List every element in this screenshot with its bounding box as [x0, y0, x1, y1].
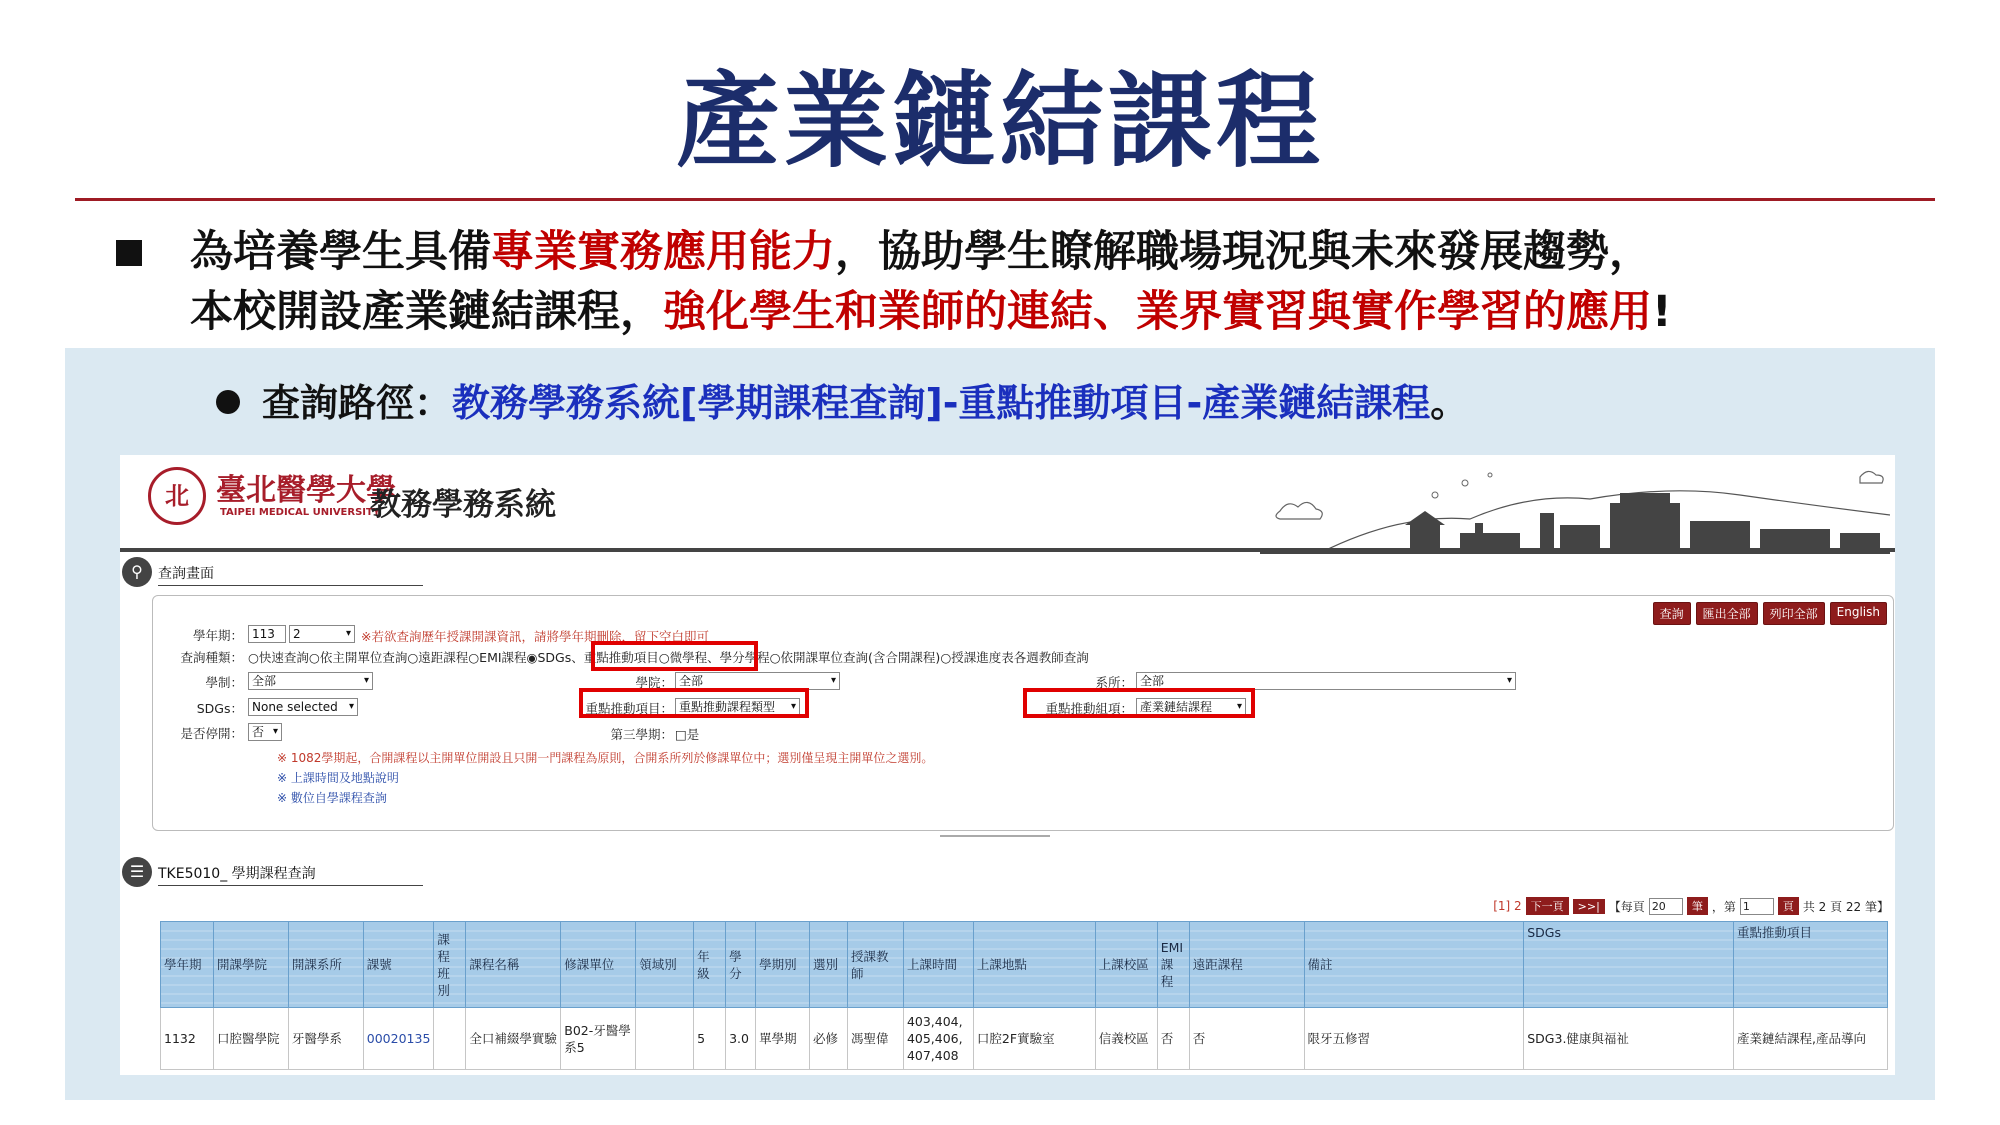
document-icon: ☰ — [122, 857, 152, 887]
col-header[interactable]: 學年期 — [161, 922, 214, 1008]
route-path: 教務學務系統[學期課程查詢]-重點推動項目-產業鏈結課程 — [452, 381, 1431, 425]
col-header[interactable]: 選別 — [810, 922, 848, 1008]
highlight-sdgs-option — [591, 641, 758, 671]
third-term-checkbox[interactable]: □是 — [675, 727, 700, 742]
round-bullet-icon — [216, 390, 240, 414]
system-name: 教務學務系統 — [370, 487, 556, 523]
system-header — [120, 455, 1895, 551]
print-all-button[interactable]: 列印全部 — [1763, 602, 1825, 625]
result-section-label: TKE5010_ 學期課程查詢 — [158, 866, 316, 882]
cell-field — [636, 1008, 694, 1070]
action-buttons — [1653, 602, 1887, 625]
col-header[interactable]: 重點推動項目 — [1734, 922, 1888, 1008]
pagination — [1493, 897, 1889, 915]
merge-course-note: ※ 1082學期起，合開課程以主開單位開設且只開一門課程為原則，合開系所列於修課單位中；選別僅呈現主開單位之選別。 — [277, 751, 934, 765]
magnifier-icon: ⚲ — [122, 557, 152, 587]
radio-offering-unit[interactable]: ○依開課單位查詢(含合開課程) — [769, 650, 941, 665]
intro-line-1 — [190, 222, 1990, 282]
goto-label: ，第 — [1711, 899, 1736, 914]
col-header[interactable]: SDGs — [1524, 922, 1734, 1008]
export-all-button[interactable]: 匯出全部 — [1696, 602, 1758, 625]
cell-campus: 信義校區 — [1095, 1008, 1157, 1070]
search-button[interactable]: 查詢 — [1653, 602, 1691, 625]
per-page-label: 【每頁 — [1608, 899, 1645, 914]
radio-distance-course[interactable]: ○遠距課程 — [407, 650, 469, 665]
system-value: 全部 — [252, 674, 277, 688]
table-row — [161, 1008, 1888, 1070]
sdgs-select[interactable] — [248, 698, 358, 716]
query-section-header — [120, 557, 560, 591]
col-header[interactable]: 開課學院 — [213, 922, 288, 1008]
radio-sdgs-focus[interactable]: ◉SDGs、重點推動項目 — [526, 650, 659, 665]
cell-course-id-link[interactable]: 00020135 — [363, 1008, 434, 1070]
chevron-down-icon: ▾ — [272, 726, 278, 737]
cell-credit: 3.0 — [726, 1008, 756, 1070]
stop-label: 是否停開： — [180, 726, 243, 741]
cell-term: 1132 — [161, 1008, 214, 1070]
title-divider — [75, 198, 1935, 201]
university-name-cn: 臺北醫學大學 — [216, 473, 396, 508]
col-header[interactable]: 領域別 — [636, 922, 694, 1008]
route-label: 查詢路徑： — [262, 381, 453, 425]
cell-college: 口腔醫學院 — [213, 1008, 288, 1070]
highlight-focus-group — [1023, 688, 1255, 718]
chevron-down-icon: ▾ — [363, 675, 369, 686]
col-header[interactable]: 課程名稱 — [466, 922, 561, 1008]
stop-value: 否 — [252, 725, 265, 739]
college-label: 學院： — [635, 675, 673, 690]
campus-skyline-icon — [1260, 463, 1890, 559]
col-header[interactable]: 上課校區 — [1095, 922, 1157, 1008]
intro-line1-highlight: 專業實務應用能力 — [491, 227, 835, 277]
system-select[interactable] — [248, 672, 373, 690]
year-note: ※若欲查詢歷年授課開課資訊，請將學年期刪除，留下空白即可 — [361, 629, 709, 644]
col-header[interactable]: 遠距課程 — [1189, 922, 1304, 1008]
col-header[interactable]: 課程班別 — [434, 922, 466, 1008]
digital-course-link[interactable]: ※ 數位自學課程查詢 — [277, 791, 387, 805]
intro-line-2 — [190, 282, 1990, 342]
query-section-underline — [158, 585, 423, 586]
cell-dept: 牙醫學系 — [288, 1008, 363, 1070]
header-divider — [120, 548, 1895, 552]
stop-select[interactable] — [248, 723, 282, 741]
goto-page-button[interactable]: 頁 — [1778, 897, 1799, 915]
intro-line2-b: ! — [1652, 287, 1672, 337]
col-header[interactable]: 上課時間 — [903, 922, 973, 1008]
university-name-en: TAIPEI MEDICAL UNIVERSITY — [220, 507, 381, 518]
col-header[interactable]: EMI課程 — [1157, 922, 1189, 1008]
cell-focus: 產業鏈結課程,產品導向 — [1734, 1008, 1888, 1070]
third-term-label: 第三學期： — [610, 727, 673, 742]
col-header[interactable]: 備註 — [1304, 922, 1524, 1008]
query-section-label: 查詢畫面 — [158, 566, 214, 582]
highlight-focus-item — [579, 688, 809, 718]
dept-label: 系所： — [1095, 675, 1133, 690]
intro-line2-a: 本校開設產業鏈結課程， — [190, 287, 663, 337]
col-header[interactable]: 學分 — [726, 922, 756, 1008]
per-page-button[interactable]: 筆 — [1687, 897, 1708, 915]
cell-remark: 限牙五修習 — [1304, 1008, 1524, 1070]
radio-emi-course[interactable]: ○EMI課程 — [468, 650, 527, 665]
page-summary: 共 2 頁 22 筆】 — [1802, 899, 1889, 914]
col-header[interactable]: 課號 — [363, 922, 434, 1008]
square-bullet-icon — [116, 240, 142, 266]
cell-required: 必修 — [810, 1008, 848, 1070]
cell-sdgs: SDG3.健康與福祉 — [1524, 1008, 1734, 1070]
intro-line1-a: 為培養學生具備 — [190, 227, 491, 277]
table-header-row — [161, 922, 1888, 1008]
chevron-down-icon: ▾ — [790, 701, 796, 712]
university-seal-icon: 北 — [148, 467, 206, 525]
query-type-label: 查詢種類： — [180, 650, 243, 665]
radio-weekly-teacher[interactable]: ○授課進度表各週教師查詢 — [940, 650, 1089, 665]
per-page-input[interactable]: 20 — [1649, 898, 1683, 915]
result-section-header — [120, 857, 560, 891]
english-button[interactable]: English — [1830, 602, 1887, 625]
chevron-down-icon: ▾ — [1236, 701, 1242, 712]
focus-group-label: 重點推動組項： — [1045, 701, 1133, 716]
chevron-down-icon: ▾ — [830, 675, 836, 686]
page-links[interactable]: [1] 2 — [1493, 899, 1522, 913]
cell-grade: 5 — [694, 1008, 726, 1070]
intro-line2-highlight: 強化學生和業師的連結、業界實習與實作學習的應用 — [663, 287, 1652, 337]
cell-distance: 否 — [1189, 1008, 1304, 1070]
cell-class — [434, 1008, 466, 1070]
cell-term-type: 單學期 — [756, 1008, 810, 1070]
course-table — [160, 921, 1888, 1070]
col-header[interactable]: 上課地點 — [973, 922, 1095, 1008]
next-page-button[interactable]: 下一頁 — [1526, 897, 1569, 915]
result-section-underline — [158, 885, 423, 886]
year-label: 學年期： — [192, 628, 243, 643]
focus-group-value: 產業鏈結課程 — [1140, 700, 1213, 714]
term-select[interactable] — [289, 625, 355, 643]
goto-page-input[interactable]: 1 — [1740, 898, 1774, 915]
chevron-down-icon: ▾ — [348, 701, 354, 712]
col-header[interactable]: 開課系所 — [288, 922, 363, 1008]
chevron-down-icon: ▾ — [345, 628, 351, 639]
query-form — [152, 595, 1894, 831]
panel-resize-handle[interactable] — [940, 835, 1050, 841]
sdgs-label: SDGs： — [196, 701, 243, 716]
radio-quick-search[interactable]: ○快速查詢 — [248, 650, 309, 665]
cell-location: 口腔2F實驗室 — [973, 1008, 1095, 1070]
radio-micro-program[interactable]: ○微學程、學分學程 — [658, 650, 770, 665]
cell-teacher: 馮聖偉 — [848, 1008, 904, 1070]
cell-emi: 否 — [1157, 1008, 1189, 1070]
col-header[interactable]: 年級 — [694, 922, 726, 1008]
cell-unit: B02-牙醫學系5 — [561, 1008, 636, 1070]
cell-time: 403,404, 405,406, 407,408 — [903, 1008, 973, 1070]
dept-value: 全部 — [1140, 674, 1165, 688]
route-end: 。 — [1430, 381, 1469, 425]
focus-item-label: 重點推動項目： — [585, 701, 673, 716]
sdgs-value: None selected — [252, 700, 338, 714]
col-header[interactable]: 學期別 — [756, 922, 810, 1008]
query-route — [216, 372, 1468, 427]
intro-line1-b: ，協助學生瞭解職場現況與未來發展趨勢， — [835, 227, 1652, 277]
college-value: 全部 — [679, 674, 704, 688]
radio-main-unit[interactable]: ○依主開單位查詢 — [308, 650, 408, 665]
focus-item-value: 重點推動課程類型 — [679, 700, 776, 714]
year-input[interactable]: 113 — [248, 625, 286, 643]
slide-title: 產業鏈結課程 — [675, 60, 1324, 182]
term-value: 2 — [293, 627, 301, 641]
class-time-link[interactable]: ※ 上課時間及地點說明 — [277, 771, 399, 785]
col-header[interactable]: 修課單位 — [561, 922, 636, 1008]
last-page-button[interactable]: >>| — [1573, 899, 1605, 914]
col-header[interactable]: 授課教師 — [848, 922, 904, 1008]
system-screenshot — [120, 455, 1895, 1075]
intro-text — [190, 222, 1990, 342]
chevron-down-icon: ▾ — [1506, 675, 1512, 686]
system-label: 學制： — [205, 675, 243, 690]
cell-course-name: 全口補綴學實驗 — [466, 1008, 561, 1070]
